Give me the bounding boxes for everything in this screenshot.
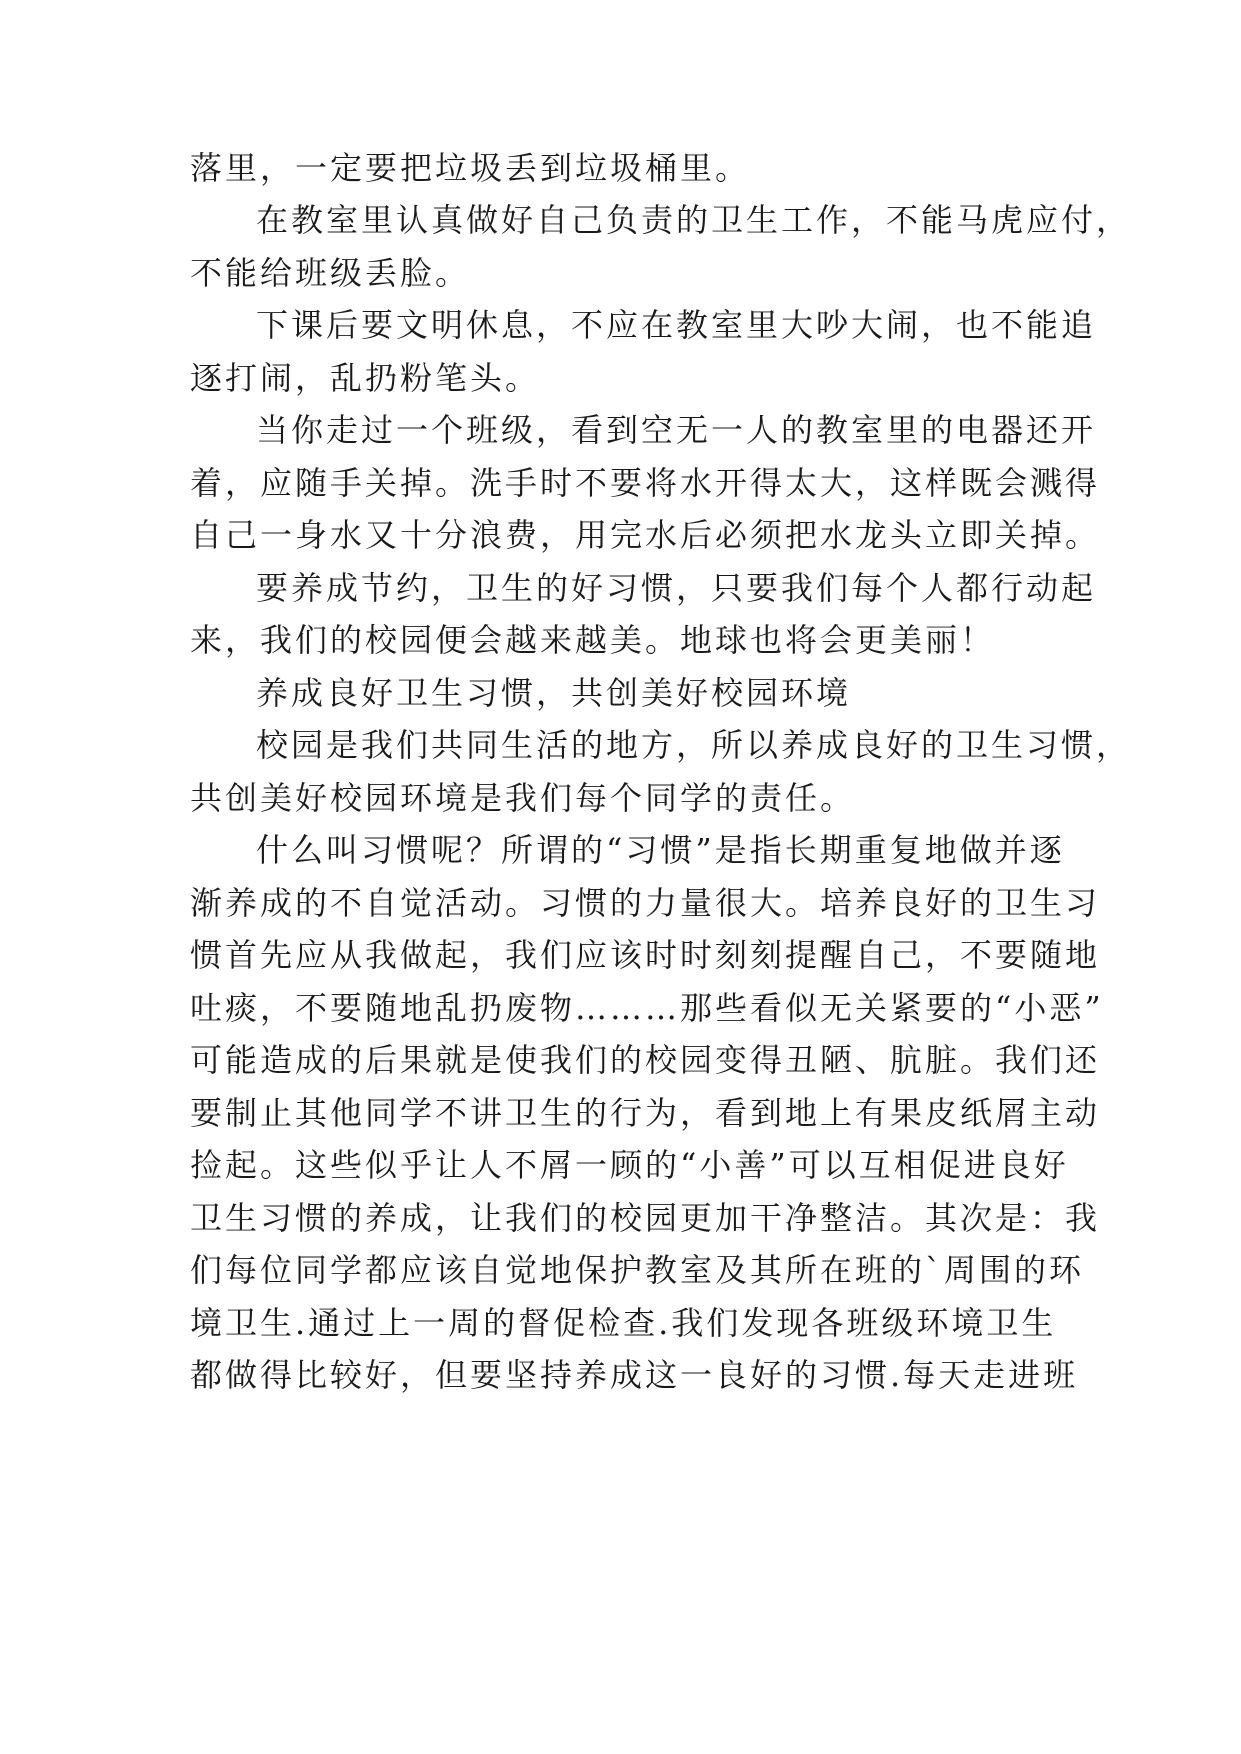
section-heading: 养成良好卫生习惯，共创美好校园环境 [256, 674, 852, 712]
text-line: 渐养成的不自觉活动。习惯的力量很大。培养良好的卫生习 [190, 884, 1101, 922]
text-line: 校园是我们共同生活的地方，所以养成良好的卫生习惯， [256, 726, 1132, 764]
text-line: 共创美好校园环境是我们每个同学的责任。 [190, 779, 856, 817]
text-line: 都做得比较好，但要坚持养成这一良好的习惯.每天走进班 [190, 1356, 1079, 1394]
text-line: 逐打闹，乱扔粉笔头。 [190, 359, 541, 397]
text-line: 境卫生.通过上一周的督促检查.我们发现各班级环境卫生 [190, 1304, 1057, 1342]
text-line: 们每位同学都应该自觉地保护教室及其所在班的`周围的环 [190, 1251, 1085, 1289]
text-line: 捡起。这些似乎让人不屑一顾的“小善”可以互相促进良好 [190, 1146, 1069, 1184]
text-line: 吐痰，不要随地乱扔废物………那些看似无关紧要的“小恶” [190, 989, 1104, 1027]
text-line: 着，应随手关掉。洗手时不要将水开得太大，这样既会溅得 [190, 464, 1101, 502]
text-line: 什么叫习惯呢？所谓的“习惯”是指长期重复地做并逐 [256, 831, 1065, 869]
text-line: 可能造成的后果就是使我们的校园变得丑陋、肮脏。我们还 [190, 1041, 1101, 1079]
text-line: 在教室里认真做好自己负责的卫生工作，不能马虎应付， [256, 201, 1132, 239]
text-line: 卫生习惯的养成，让我们的校园更加干净整洁。其次是：我 [190, 1199, 1101, 1237]
text-line: 当你走过一个班级，看到空无一人的教室里的电器还开 [256, 411, 1097, 449]
text-line: 要制止其他同学不讲卫生的行为，看到地上有果皮纸屑主动 [190, 1094, 1101, 1132]
text-line: 落里，一定要把垃圾丢到垃圾桶里。 [190, 149, 751, 187]
text-line: 不能给班级丢脸。 [190, 254, 471, 292]
text-line: 下课后要文明休息，不应在教室里大吵大闹，也不能追 [256, 306, 1097, 344]
text-line: 要养成节约，卫生的好习惯，只要我们每个人都行动起 [256, 569, 1097, 607]
text-line: 来，我们的校园便会越来越美。地球也将会更美丽！ [190, 621, 996, 659]
text-line: 惯首先应从我做起，我们应该时时刻刻提醒自己，不要随地 [190, 936, 1101, 974]
text-line: 自己一身水又十分浪费，用完水后必须把水龙头立即关掉。 [190, 516, 1101, 554]
